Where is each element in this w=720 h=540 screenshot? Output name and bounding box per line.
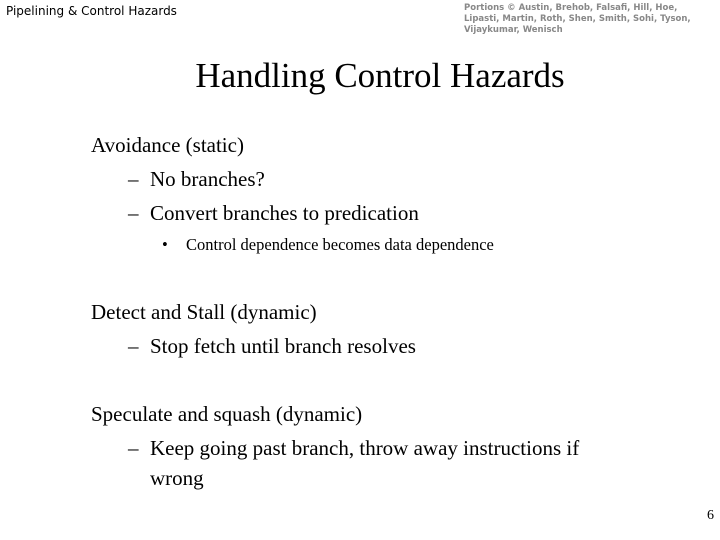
dash-marker: – bbox=[128, 201, 139, 225]
sub-bullet-text: No branches? bbox=[150, 167, 265, 191]
sub-sub-bullet-control-dependence bbox=[162, 235, 494, 255]
sub-bullet-predication bbox=[128, 201, 419, 226]
sub-bullet-no-branches bbox=[128, 167, 265, 192]
sub-bullet-text: Convert branches to predication bbox=[150, 201, 419, 225]
slide-header-credits: Portions © Austin, Brehob, Falsafi, Hill, Hoe, Lipasti, Martin, Roth, Shen, Smith, Sohi, Tyson, Vijaykumar, Wenisch bbox=[464, 3, 691, 35]
sub-sub-bullet-text: Control dependence becomes data dependence bbox=[186, 235, 494, 254]
sub-bullet-text: Stop fetch until branch resolves bbox=[150, 334, 416, 358]
bullet-detect-stall: Detect and Stall (dynamic) bbox=[91, 300, 317, 324]
bullet-avoidance: Avoidance (static) bbox=[91, 133, 244, 157]
sub-bullet-text: Keep going past branch, throw away instructions if bbox=[150, 436, 580, 460]
dash-marker: – bbox=[128, 167, 139, 191]
bullet-speculate-squash: Speculate and squash (dynamic) bbox=[91, 402, 363, 426]
dot-marker: • bbox=[162, 235, 168, 254]
sub-bullet-keep-going-continuation: wrong bbox=[150, 466, 204, 490]
sub-bullet-keep-going bbox=[128, 436, 579, 461]
sub-bullet-stop-fetch bbox=[128, 334, 416, 359]
page-number: 6 bbox=[707, 508, 714, 523]
slide-header-title: Pipelining & Control Hazards bbox=[6, 4, 177, 18]
slide-title: Handling Control Hazards bbox=[195, 56, 565, 95]
dash-marker: – bbox=[128, 436, 139, 460]
dash-marker: – bbox=[128, 334, 139, 358]
